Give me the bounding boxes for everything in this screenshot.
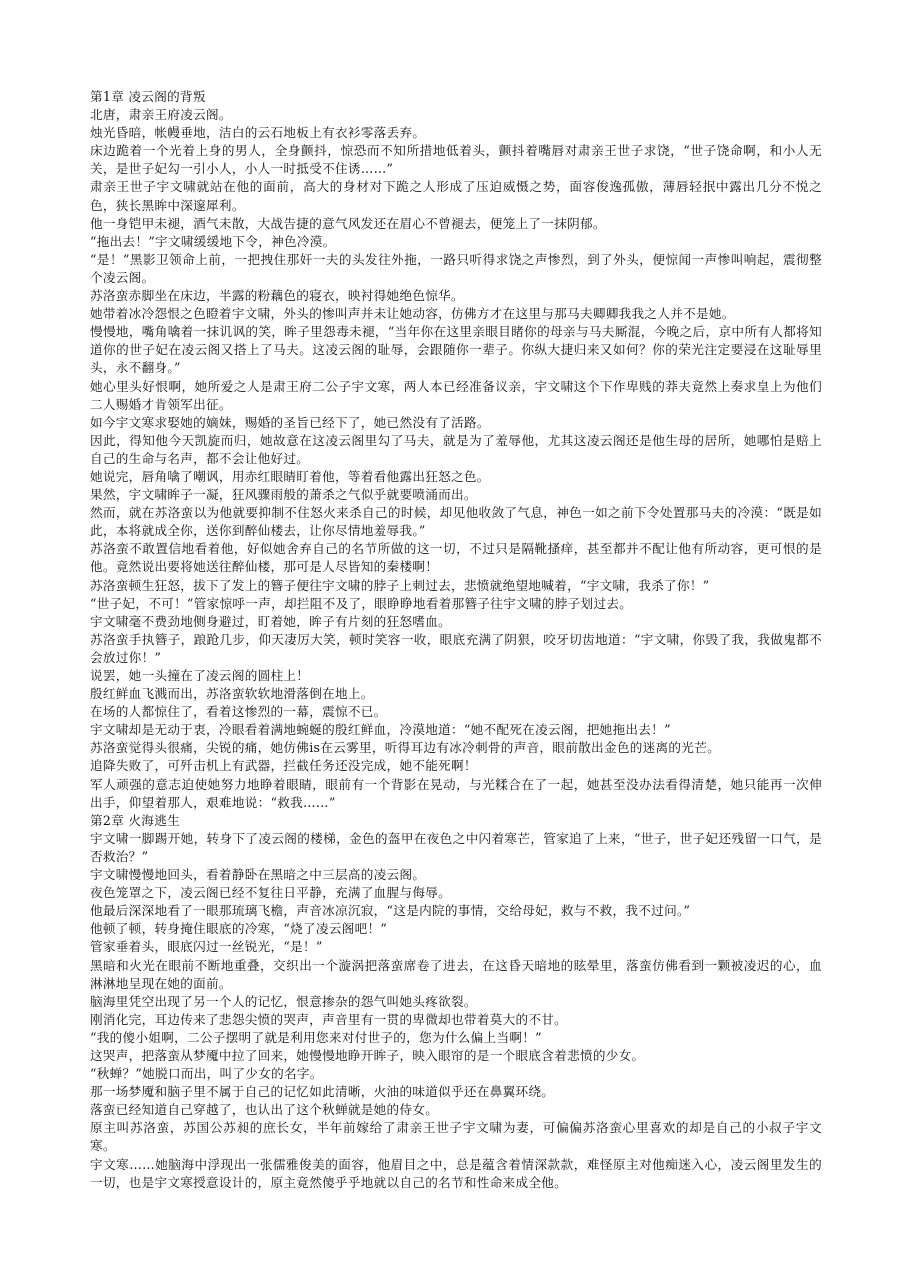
paragraph: 她带着冰冷怨恨之色瞪着宇文啸，外头的惨叫声并未让她动容，仿佛方才在这里与那马夫卿卿我我之人并不是她。	[90, 306, 735, 322]
paragraph: 原主叫苏洛蛮，苏国公苏昶的庶长女，半年前嫁给了肃亲王世子宇文啸为妻，可偏偏苏洛蛮心里喜欢的却是自己的小叔子宇文寒。	[90, 1120, 822, 1154]
paragraph: 然而，就在苏洛蛮以为他就要抑制不住怒火来杀自己的时候，却见他收敛了气息，神色一如之前下令处置那马夫的冷漠：“既是如此，本将就成全你，送你到醉仙楼去，让你尽情地羞辱我。”	[90, 505, 822, 539]
paragraph: 这哭声，把落蛮从梦魇中拉了回来，她慢慢地睁开眸子，映入眼帘的是一个眼底含着悲愤的少女。	[90, 1047, 645, 1063]
paragraph: “秋蝉？”她脱口而出，叫了少女的名字。	[90, 1066, 323, 1082]
paragraph: “是！”黑影卫领命上前，一把拽住那奸一夫的头发往外拖，一路只听得求饶之声惨烈，到了外头，便惊闻一声惨叫响起，震彻整个凌云阁。	[90, 251, 822, 285]
paragraph: 管家垂着头，眼底闪过一丝锐光，“是！”	[90, 939, 323, 955]
paragraph: 因此，得知他今天凯旋而归，她故意在这凌云阁里勾了马夫，就是为了羞辱他，尤其这凌云阁还是他生母的居所，她哪怕是赔上自己的生命与名声，都不会让他好过。	[90, 432, 822, 466]
chapter-1	[90, 88, 822, 812]
paragraph: 烛光昏暗，帐幔垂地，洁白的云石地板上有衣衫零落丢弃。	[90, 125, 426, 141]
paragraph: “我的傻小姐啊，二公子摆明了就是利用您来对付世子的，您为什么偏上当啊！”	[90, 1029, 542, 1045]
paragraph: “世子妃，不可！”管家惊呼一声，却拦阻不及了，眼睁睁地看着那簪子往宇文啸的脖子划过去。	[90, 595, 633, 611]
paragraph: 苏洛蛮不敢置信地看着他，好似她舍弃自己的名节所做的这一切，不过只是隔靴搔痒，甚至都并不配让他有所动容，更可恨的是他。竟然说出要将她送往醉仙楼，那可是人尽皆知的秦楼啊！	[90, 541, 822, 575]
paragraph: 他顿了顿，转身掩住眼底的冷寒，“烧了凌云阁吧！”	[90, 921, 388, 937]
paragraph: 肃亲王世子宇文啸就站在他的面前，高大的身材对下跪之人形成了压迫威慑之势，面容俊逸孤傲，薄唇轻抿中露出几分不悦之色，狭长黑眸中深邃犀利。	[90, 179, 822, 213]
paragraph: 苏洛蛮觉得头很痛，尖锐的痛，她仿佛is在云雾里，听得耳边有冰冷刺骨的声音，眼前散出金色的迷离的光芒。	[90, 740, 720, 756]
paragraph: 苏洛蛮赤脚坐在床边，半露的粉藕色的寝衣，映衬得她绝色惊华。	[90, 288, 464, 304]
paragraph: 脑海里凭空出现了另一个人的记忆，恨意掺杂的怨气叫她头疼欲裂。	[90, 993, 477, 1009]
paragraph: 黑暗和火光在眼前不断地重叠，交织出一个漩涡把落蛮席卷了进去，在这昏天暗地的眩晕里，落蛮仿佛看到一颗被凌迟的心，血淋淋地呈现在她的面前。	[90, 957, 822, 991]
paragraph: 如今宇文寒求娶她的嫡妹，赐婚的圣旨已经下了，她已然没有了活路。	[90, 414, 490, 430]
paragraph: 他一身铠甲未褪，酒气未散，大战告捷的意气风发还在眉心不曾褪去，便笼上了一抹阴郁。	[90, 215, 606, 231]
paragraph: 殷红鲜血飞溅而出，苏洛蛮软软地滑落倒在地上。	[90, 686, 374, 702]
paragraph: 宇文啸一脚踢开她，转身下了凌云阁的楼梯，金色的盔甲在夜色之中闪着寒芒，管家追了上来，“世子，世子妃还残留一口气，是否救治？”	[90, 830, 822, 864]
paragraph: 果然，宇文啸眸子一凝，狂风骤雨般的萧杀之气似乎就要喷涌而出。	[90, 487, 477, 503]
paragraph: 追降失败了，可歼击机上有武器，拦截任务还没完成，她不能死啊！	[90, 758, 477, 774]
paragraph: 宇文啸却是无动于衷，冷眼看着满地蜿蜒的殷红鲜血，冷漠地道：“她不配死在凌云阁，把她拖出去！”	[90, 722, 671, 738]
paragraph: “拖出去！”宇文啸缓缓地下令，神色冷漠。	[90, 233, 336, 249]
document-page	[90, 88, 822, 1192]
paragraph: 床边跪着一个光着上身的男人，全身颤抖，惊恐而不知所措地低着头，颤抖着嘴唇对肃亲王世子求饶，“世子饶命啊，和小人无关，是世子妃勾一引小人，小人一时抵受不住诱……”	[90, 143, 822, 177]
paragraph: 刚消化完，耳边传来了悲怨尖愤的哭声，声音里有一贯的卑微却也带着莫大的不甘。	[90, 1011, 568, 1027]
paragraph: 夜色笼罩之下，凌云阁已经不复往日平静，充满了血腥与侮辱。	[90, 885, 452, 901]
chapter-2	[90, 812, 822, 1192]
paragraph: 宇文寒……她脑海中浮现出一张儒雅俊美的面容，他眉目之中，总是蕴含着情深款款，难怪原主对他痴迷入心，凌云阁里发生的一切，也是宇文寒授意设计的，原主竟然傻乎乎地就以自己的名节和性命来成全他。	[90, 1156, 822, 1190]
paragraph: 落蛮已经知道自己穿越了，也认出了这个秋蝉就是她的侍女。	[90, 1102, 439, 1118]
paragraph: 慢慢地，嘴角噙着一抹讥讽的笑，眸子里怨毒未褪，“当年你在这里亲眼目睹你的母亲与马夫厮混，今晚之后，京中所有人都将知道你的世子妃在凌云阁又搭上了马夫。这凌云阁的耻辱，会跟随你一辈子。你纵大捷归来又如何？你的荣光注定要浸在这耻辱里头，永不翻身。”	[90, 324, 822, 376]
paragraph: 军人顽强的意志迫使她努力地睁着眼睛，眼前有一个背影在晃动，与光糅合在了一起，她甚至没办法看得清楚，她只能再一次伸出手，仰望着那人，艰难地说：“救我……”	[90, 776, 822, 810]
paragraph: 宇文啸慢慢地回头，看着静卧在黑暗之中三层高的凌云阁。	[90, 867, 426, 883]
paragraph: 苏洛蛮手执簪子，踉跄几步，仰天凄厉大笑，顿时笑容一收，眼底充满了阴狠，咬牙切齿地道：“宇文啸，你毁了我，我做鬼都不会放过你！”	[90, 631, 822, 665]
paragraph: 宇文啸毫不费劲地侧身避过，盯着她，眸子有片刻的狂怒嗜血。	[90, 613, 452, 629]
paragraph: 她说完，唇角噙了嘲讽，用赤红眼睛盯着他，等着看他露出狂怒之色。	[90, 468, 490, 484]
paragraph: 苏洛蛮顿生狂怒，拔下了发上的簪子便往宇文啸的脖子上刺过去，悲愤就绝望地喊着，“宇文啸，我杀了你！”	[90, 577, 710, 593]
paragraph: 那一场梦魇和脑子里不属于自己的记忆如此清晰，火油的味道似乎还在鼻翼环绕。	[90, 1084, 555, 1100]
paragraph: 在场的人都惊住了，看着这惨烈的一幕，震惊不已。	[90, 704, 387, 720]
paragraph: 北唐，肃亲王府凌云阁。	[90, 107, 232, 123]
paragraph: 说罢，她一头撞在了凌云阁的圆柱上！	[90, 668, 310, 683]
paragraph: 他最后深深地看了一眼那琉璃飞檐，声音冰凉沉寂，“这是内院的事情，交给母妃，救与不救，我不过问。”	[90, 903, 691, 919]
paragraph: 她心里头好恨啊，她所爱之人是肃王府二公子宇文寒，两人本已经准备议亲，宇文啸这个下作卑贱的莽夫竟然上奏求皇上为他们二人赐婚才肯领军出征。	[90, 378, 822, 412]
chapter-title: 第1章 凌云阁的背叛	[90, 89, 206, 104]
chapter-title: 第2章 火海逃生	[90, 812, 180, 828]
